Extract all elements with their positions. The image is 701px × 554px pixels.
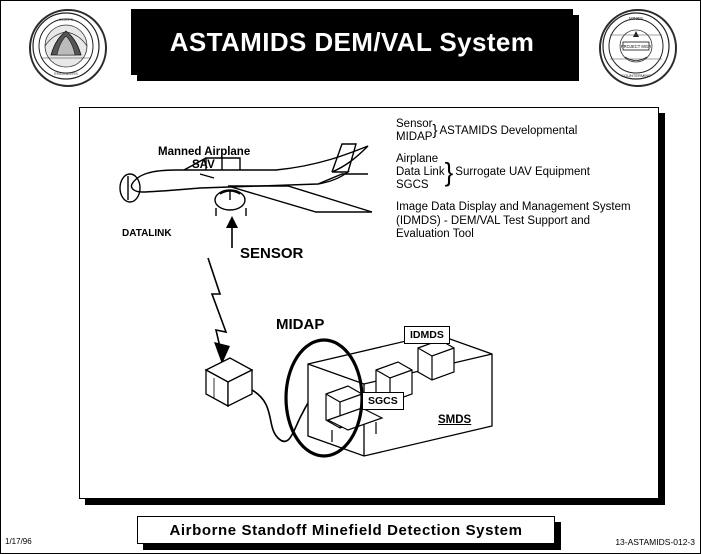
legend-expansion-1: Surrogate UAV Equipment <box>455 166 590 178</box>
legend-terms-1 <box>396 153 445 192</box>
legend-term: Airplane <box>396 153 439 165</box>
brace-icon: } <box>432 122 438 139</box>
legend-term: Data Link <box>396 166 445 178</box>
label-datalink: DATALINK <box>122 228 172 239</box>
diagram-panel <box>79 107 659 499</box>
army-research-lab-seal <box>29 9 107 87</box>
label-midap: MIDAP <box>276 316 325 333</box>
label-manned-airplane: Manned Airplane <box>158 146 251 158</box>
datalink-arrow <box>208 258 230 364</box>
label-idmds: IDMDS <box>404 326 450 344</box>
legend-paragraph: Image Data Display and Management System (IDMDS) - DEM/VAL Test Support and Evaluation Tool <box>396 201 631 240</box>
legend-term: Sensor <box>396 118 433 130</box>
legend-expansion-0: ASTAMIDS Developmental <box>439 125 578 137</box>
label-sensor: SENSOR <box>240 245 304 262</box>
datalink-ground-unit <box>206 358 252 406</box>
svg-text:CORPS: CORPS <box>58 17 74 22</box>
slide-date: 1/17/96 <box>5 537 32 546</box>
label-smds: SMDS <box>438 414 472 426</box>
legend-term: MIDAP <box>396 131 433 143</box>
legend-group-0 <box>396 118 652 144</box>
label-sgcs: SGCS <box>362 392 404 410</box>
legend-group-1 <box>396 153 652 192</box>
seal-left-graphic <box>31 11 101 81</box>
svg-text:PROJECT MGR: PROJECT MGR <box>620 44 652 49</box>
label-sav: SAV <box>192 159 215 171</box>
title-banner <box>131 9 573 75</box>
legend-term: SGCS <box>396 179 429 191</box>
mines-countermine-seal <box>599 9 677 87</box>
footer-banner <box>137 516 555 544</box>
footer-title: Airborne Standoff Minefield Detection System <box>169 521 523 539</box>
legend-terms-0 <box>396 118 432 144</box>
sensor-arrow <box>226 216 238 248</box>
svg-text:COUNTERMINE: COUNTERMINE <box>621 73 651 78</box>
page-title: ASTAMIDS DEM/VAL System <box>169 26 535 57</box>
svg-text:ENGINEERS: ENGINEERS <box>54 71 78 76</box>
legend-block <box>396 118 652 242</box>
slide-document-id: 13-ASTAMIDS-012-3 <box>615 537 695 547</box>
svg-text:MINES: MINES <box>629 16 643 21</box>
seal-right-graphic <box>601 11 671 81</box>
brace-icon: } <box>444 157 454 187</box>
